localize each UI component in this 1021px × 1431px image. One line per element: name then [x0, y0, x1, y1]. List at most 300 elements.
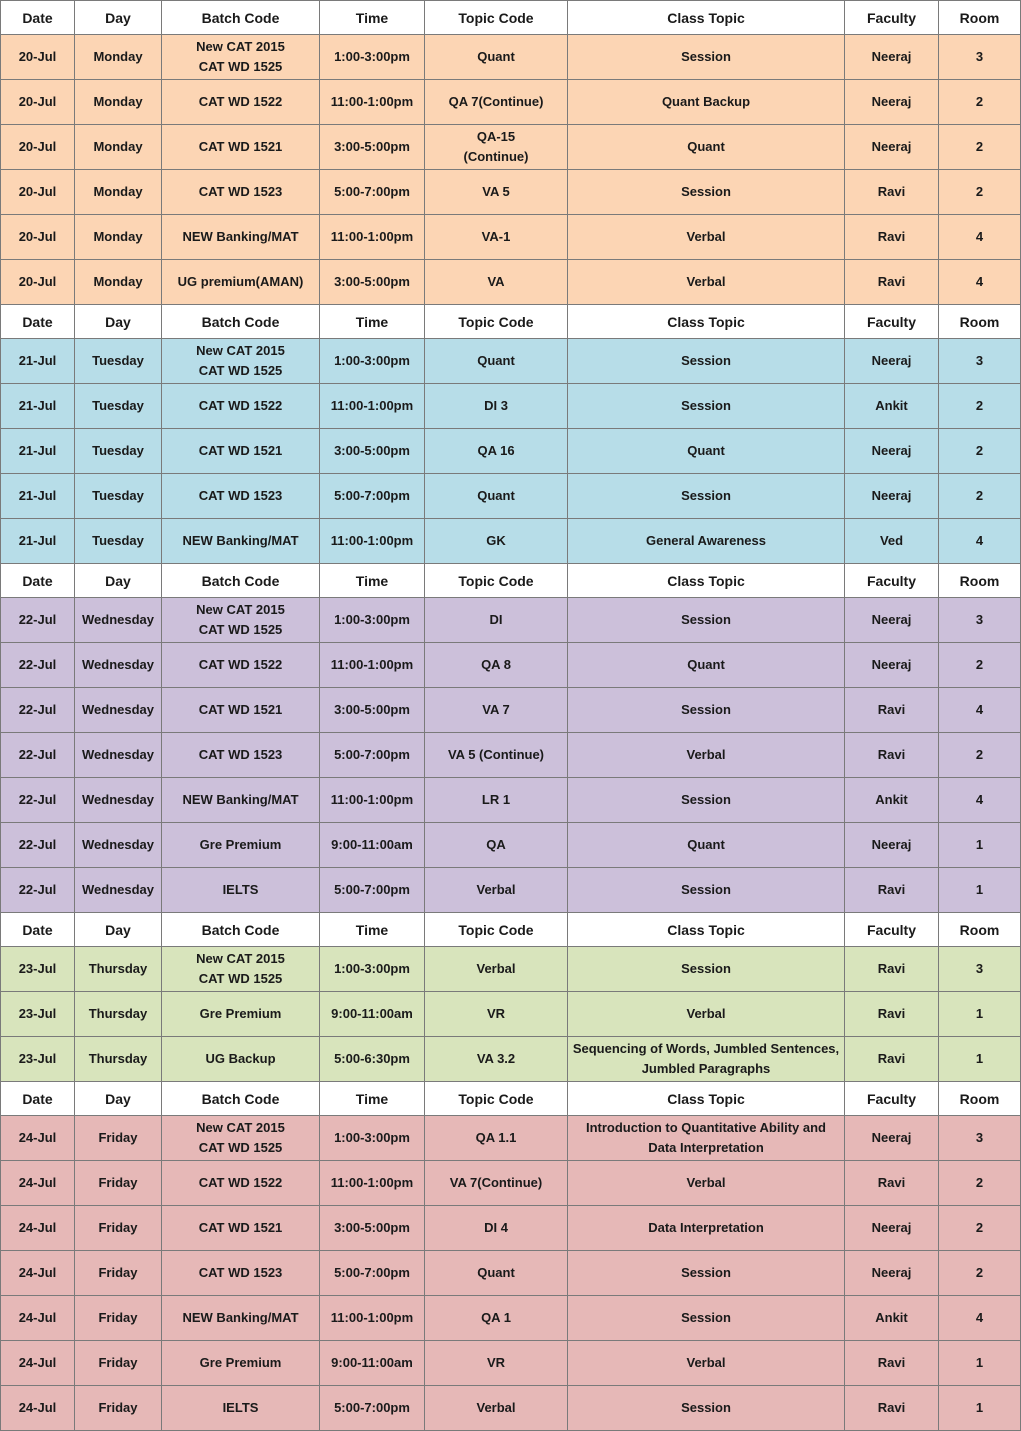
topic-code-cell-line: GK	[486, 533, 506, 548]
faculty-header: Faculty	[845, 1082, 939, 1116]
header-row	[1, 1, 1021, 35]
day-cell: Tuesday	[75, 429, 162, 474]
table-row	[1, 1116, 1021, 1161]
batch-code-cell-line: NEW Banking/MAT	[182, 533, 299, 548]
faculty-cell: Ravi	[845, 215, 939, 260]
topic-code-cell-line: LR 1	[481, 792, 511, 807]
batch-code-cell-line: CAT WD 1521	[198, 443, 283, 458]
date-cell: 22-Jul	[1, 598, 75, 643]
batch-code-cell-line: CAT WD 1521	[198, 702, 283, 717]
time-header: Time	[320, 1, 425, 35]
date-cell: 24-Jul	[1, 1296, 75, 1341]
room-cell: 2	[939, 170, 1021, 215]
room-cell: 1	[939, 868, 1021, 913]
class-topic-cell-line: Quant	[687, 443, 725, 458]
faculty-cell: Ankit	[845, 384, 939, 429]
class-topic-cell	[568, 519, 845, 564]
time-cell: 9:00-11:00am	[320, 992, 425, 1037]
topic-code-cell-line: Verbal	[476, 961, 516, 976]
room-cell: 3	[939, 598, 1021, 643]
table-row	[1, 598, 1021, 643]
date-cell: 21-Jul	[1, 474, 75, 519]
class-topic-cell-line: Session	[681, 1265, 731, 1280]
faculty-cell: Ravi	[845, 260, 939, 305]
table-row	[1, 1161, 1021, 1206]
class-topic-cell-line: Quant	[687, 139, 725, 154]
faculty-cell: Ved	[845, 519, 939, 564]
room-cell: 1	[939, 1386, 1021, 1431]
day-cell: Monday	[75, 170, 162, 215]
room-cell: 2	[939, 384, 1021, 429]
topic-code-cell-line: Quant	[477, 353, 515, 368]
batch-code-cell-line: CAT WD 1525	[198, 1140, 283, 1155]
faculty-cell: Neeraj	[845, 80, 939, 125]
room-cell: 2	[939, 1161, 1021, 1206]
topic-code-cell	[425, 80, 568, 125]
topic-code-cell-line: Quant	[477, 488, 515, 503]
class-topic-cell	[568, 823, 845, 868]
topic-code-cell	[425, 1206, 568, 1251]
batch-code-cell	[162, 1386, 320, 1431]
time-cell: 11:00-1:00pm	[320, 80, 425, 125]
day-cell: Wednesday	[75, 688, 162, 733]
date-header: Date	[1, 564, 75, 598]
class-topic-cell-line: Quant	[687, 657, 725, 672]
topic-code-header: Topic Code	[425, 1082, 568, 1116]
faculty-cell: Ankit	[845, 778, 939, 823]
time-cell: 11:00-1:00pm	[320, 215, 425, 260]
batch-code-header: Batch Code	[162, 564, 320, 598]
batch-code-cell-line: NEW Banking/MAT	[182, 1310, 299, 1325]
batch-code-cell	[162, 947, 320, 992]
time-cell: 11:00-1:00pm	[320, 778, 425, 823]
day-cell: Wednesday	[75, 823, 162, 868]
topic-code-cell-line: VA 5	[482, 184, 510, 199]
class-topic-cell	[568, 1206, 845, 1251]
batch-code-cell	[162, 35, 320, 80]
date-cell: 22-Jul	[1, 733, 75, 778]
faculty-cell: Neeraj	[845, 429, 939, 474]
class-topic-cell	[568, 1386, 845, 1431]
table-row	[1, 1251, 1021, 1296]
day-header: Day	[75, 913, 162, 947]
topic-code-cell-line: VR	[486, 1355, 506, 1370]
topic-code-cell	[425, 643, 568, 688]
time-cell: 1:00-3:00pm	[320, 35, 425, 80]
batch-code-cell	[162, 215, 320, 260]
time-cell: 5:00-7:00pm	[320, 474, 425, 519]
class-topic-cell	[568, 474, 845, 519]
table-row	[1, 947, 1021, 992]
time-cell: 5:00-7:00pm	[320, 868, 425, 913]
table-row	[1, 823, 1021, 868]
class-topic-cell-line: Session	[681, 1310, 731, 1325]
class-topic-cell-line: Verbal	[686, 229, 726, 244]
room-header: Room	[939, 564, 1021, 598]
date-cell: 23-Jul	[1, 992, 75, 1037]
day-cell: Friday	[75, 1386, 162, 1431]
time-cell: 11:00-1:00pm	[320, 643, 425, 688]
day-cell: Thursday	[75, 947, 162, 992]
room-cell: 1	[939, 1341, 1021, 1386]
topic-code-cell	[425, 823, 568, 868]
batch-code-header: Batch Code	[162, 913, 320, 947]
topic-code-cell-line: (Continue)	[463, 149, 529, 164]
class-topic-cell-line: Session	[681, 353, 731, 368]
day-cell: Friday	[75, 1341, 162, 1386]
topic-code-cell-line: QA 1	[481, 1310, 511, 1325]
batch-code-cell	[162, 384, 320, 429]
day-cell: Tuesday	[75, 339, 162, 384]
faculty-cell: Neeraj	[845, 823, 939, 868]
topic-code-cell	[425, 1037, 568, 1082]
table-row	[1, 733, 1021, 778]
class-topic-cell-line: Session	[681, 49, 731, 64]
room-cell: 4	[939, 1296, 1021, 1341]
batch-code-cell	[162, 992, 320, 1037]
header-row	[1, 913, 1021, 947]
batch-code-cell	[162, 125, 320, 170]
topic-code-cell	[425, 598, 568, 643]
class-topic-cell-line: Session	[681, 882, 731, 897]
batch-code-cell-line: UG premium(AMAN)	[177, 274, 304, 289]
topic-code-cell	[425, 474, 568, 519]
time-cell: 3:00-5:00pm	[320, 688, 425, 733]
day-header: Day	[75, 1, 162, 35]
topic-code-cell-line: DI	[489, 612, 503, 627]
topic-code-cell-line: VR	[486, 1006, 506, 1021]
date-header: Date	[1, 1082, 75, 1116]
batch-code-cell-line: New CAT 2015	[196, 343, 285, 358]
day-header: Day	[75, 564, 162, 598]
schedule-body	[1, 1, 1021, 1431]
faculty-cell: Ravi	[845, 733, 939, 778]
batch-code-cell	[162, 688, 320, 733]
date-cell: 20-Jul	[1, 260, 75, 305]
class-topic-cell-line: Session	[681, 488, 731, 503]
batch-code-cell	[162, 170, 320, 215]
batch-code-cell	[162, 474, 320, 519]
table-row	[1, 688, 1021, 733]
time-cell: 5:00-7:00pm	[320, 1251, 425, 1296]
batch-code-cell-line: Gre Premium	[199, 1355, 282, 1370]
class-topic-cell-line: Session	[681, 702, 731, 717]
time-cell: 5:00-6:30pm	[320, 1037, 425, 1082]
time-cell: 1:00-3:00pm	[320, 1116, 425, 1161]
class-topic-cell-line: Verbal	[686, 274, 726, 289]
date-cell: 24-Jul	[1, 1341, 75, 1386]
topic-code-cell	[425, 688, 568, 733]
topic-code-cell-line: VA 7(Continue)	[449, 1175, 543, 1190]
topic-code-cell	[425, 1251, 568, 1296]
date-header: Date	[1, 305, 75, 339]
day-cell: Wednesday	[75, 868, 162, 913]
class-topic-cell	[568, 733, 845, 778]
faculty-header: Faculty	[845, 913, 939, 947]
batch-code-cell	[162, 1251, 320, 1296]
faculty-cell: Ravi	[845, 1161, 939, 1206]
date-cell: 24-Jul	[1, 1251, 75, 1296]
batch-code-cell-line: CAT WD 1525	[198, 971, 283, 986]
date-cell: 24-Jul	[1, 1161, 75, 1206]
room-cell: 2	[939, 125, 1021, 170]
class-topic-cell	[568, 429, 845, 474]
faculty-cell: Neeraj	[845, 643, 939, 688]
time-cell: 11:00-1:00pm	[320, 519, 425, 564]
class-topic-cell-line: General Awareness	[646, 533, 766, 548]
faculty-cell: Neeraj	[845, 1116, 939, 1161]
time-cell: 11:00-1:00pm	[320, 1161, 425, 1206]
time-cell: 1:00-3:00pm	[320, 947, 425, 992]
topic-code-cell	[425, 519, 568, 564]
topic-code-cell-line: Quant	[477, 1265, 515, 1280]
table-row	[1, 643, 1021, 688]
class-topic-header: Class Topic	[568, 1, 845, 35]
faculty-cell: Ravi	[845, 170, 939, 215]
time-cell: 5:00-7:00pm	[320, 733, 425, 778]
day-cell: Monday	[75, 260, 162, 305]
topic-code-cell	[425, 992, 568, 1037]
time-cell: 5:00-7:00pm	[320, 170, 425, 215]
table-row	[1, 992, 1021, 1037]
faculty-cell: Neeraj	[845, 125, 939, 170]
room-cell: 3	[939, 339, 1021, 384]
topic-code-cell-line: QA 7(Continue)	[448, 94, 544, 109]
class-topic-cell-line: Quant Backup	[661, 94, 751, 109]
topic-code-cell-line: Quant	[477, 49, 515, 64]
date-cell: 20-Jul	[1, 170, 75, 215]
class-topic-cell-line: Session	[681, 792, 731, 807]
table-row	[1, 170, 1021, 215]
day-cell: Wednesday	[75, 778, 162, 823]
room-cell: 4	[939, 778, 1021, 823]
topic-code-cell-line: QA 1.1	[475, 1130, 517, 1145]
day-cell: Thursday	[75, 992, 162, 1037]
table-row	[1, 868, 1021, 913]
batch-code-cell	[162, 519, 320, 564]
faculty-cell: Ravi	[845, 1341, 939, 1386]
faculty-cell: Neeraj	[845, 339, 939, 384]
day-header: Day	[75, 1082, 162, 1116]
day-cell: Friday	[75, 1251, 162, 1296]
batch-code-cell-line: CAT WD 1523	[198, 184, 283, 199]
class-topic-cell	[568, 1116, 845, 1161]
faculty-cell: Ravi	[845, 1037, 939, 1082]
batch-code-cell	[162, 643, 320, 688]
time-cell: 1:00-3:00pm	[320, 339, 425, 384]
date-cell: 21-Jul	[1, 429, 75, 474]
topic-code-cell	[425, 868, 568, 913]
table-row	[1, 429, 1021, 474]
room-cell: 4	[939, 260, 1021, 305]
day-cell: Friday	[75, 1206, 162, 1251]
class-topic-cell	[568, 384, 845, 429]
class-topic-cell	[568, 35, 845, 80]
date-cell: 24-Jul	[1, 1206, 75, 1251]
date-cell: 23-Jul	[1, 1037, 75, 1082]
topic-code-cell	[425, 1386, 568, 1431]
day-cell: Monday	[75, 215, 162, 260]
topic-code-cell-line: Verbal	[476, 1400, 516, 1415]
header-row	[1, 1082, 1021, 1116]
day-cell: Friday	[75, 1161, 162, 1206]
batch-code-cell	[162, 823, 320, 868]
faculty-header: Faculty	[845, 564, 939, 598]
time-header: Time	[320, 564, 425, 598]
date-cell: 22-Jul	[1, 823, 75, 868]
topic-code-cell	[425, 778, 568, 823]
topic-code-cell	[425, 260, 568, 305]
class-topic-cell-line: Verbal	[686, 747, 726, 762]
table-row	[1, 339, 1021, 384]
date-cell: 22-Jul	[1, 868, 75, 913]
date-cell: 21-Jul	[1, 519, 75, 564]
room-cell: 1	[939, 1037, 1021, 1082]
class-topic-cell-line: Session	[681, 398, 731, 413]
topic-code-cell	[425, 1341, 568, 1386]
topic-code-cell-line: DI 4	[484, 1220, 508, 1235]
table-row	[1, 80, 1021, 125]
topic-code-cell	[425, 339, 568, 384]
date-cell: 20-Jul	[1, 80, 75, 125]
day-cell: Monday	[75, 35, 162, 80]
room-cell: 1	[939, 992, 1021, 1037]
time-header: Time	[320, 305, 425, 339]
class-topic-cell	[568, 1296, 845, 1341]
faculty-cell: Neeraj	[845, 1251, 939, 1296]
day-header: Day	[75, 305, 162, 339]
batch-code-cell-line: CAT WD 1522	[198, 1175, 283, 1190]
topic-code-cell	[425, 1116, 568, 1161]
class-topic-cell	[568, 1251, 845, 1296]
time-header: Time	[320, 913, 425, 947]
topic-code-cell	[425, 170, 568, 215]
room-header: Room	[939, 305, 1021, 339]
topic-code-cell-line: Verbal	[476, 882, 516, 897]
room-cell: 2	[939, 643, 1021, 688]
topic-code-cell-line: VA 5 (Continue)	[447, 747, 545, 762]
batch-code-cell-line: CAT WD 1522	[198, 657, 283, 672]
class-topic-cell-line: Sequencing of Words, Jumbled Sentences,	[572, 1041, 840, 1056]
time-cell: 9:00-11:00am	[320, 823, 425, 868]
header-row	[1, 564, 1021, 598]
day-cell: Monday	[75, 125, 162, 170]
batch-code-cell-line: CAT WD 1523	[198, 1265, 283, 1280]
batch-code-cell-line: CAT WD 1521	[198, 1220, 283, 1235]
faculty-cell: Ravi	[845, 868, 939, 913]
time-cell: 1:00-3:00pm	[320, 598, 425, 643]
batch-code-cell-line: Gre Premium	[199, 1006, 282, 1021]
table-row	[1, 1386, 1021, 1431]
batch-code-cell	[162, 260, 320, 305]
date-cell: 20-Jul	[1, 215, 75, 260]
time-cell: 3:00-5:00pm	[320, 125, 425, 170]
date-cell: 22-Jul	[1, 688, 75, 733]
day-cell: Friday	[75, 1116, 162, 1161]
batch-code-cell-line: CAT WD 1523	[198, 488, 283, 503]
day-cell: Thursday	[75, 1037, 162, 1082]
faculty-header: Faculty	[845, 305, 939, 339]
room-cell: 2	[939, 1206, 1021, 1251]
batch-code-cell	[162, 339, 320, 384]
class-topic-cell	[568, 339, 845, 384]
room-header: Room	[939, 1082, 1021, 1116]
batch-code-header: Batch Code	[162, 1, 320, 35]
day-cell: Tuesday	[75, 384, 162, 429]
table-row	[1, 474, 1021, 519]
batch-code-cell-line: CAT WD 1521	[198, 139, 283, 154]
class-topic-cell-line: Session	[681, 1400, 731, 1415]
time-cell: 3:00-5:00pm	[320, 1206, 425, 1251]
faculty-header: Faculty	[845, 1, 939, 35]
room-cell: 2	[939, 429, 1021, 474]
table-row	[1, 215, 1021, 260]
room-cell: 3	[939, 35, 1021, 80]
date-cell: 20-Jul	[1, 125, 75, 170]
class-topic-cell	[568, 170, 845, 215]
room-header: Room	[939, 1, 1021, 35]
batch-code-cell-line: CAT WD 1523	[198, 747, 283, 762]
table-row	[1, 260, 1021, 305]
time-cell: 11:00-1:00pm	[320, 384, 425, 429]
table-row	[1, 125, 1021, 170]
class-topic-cell-line: Session	[681, 184, 731, 199]
class-topic-cell	[568, 125, 845, 170]
class-topic-cell	[568, 598, 845, 643]
topic-code-cell	[425, 35, 568, 80]
batch-code-cell-line: NEW Banking/MAT	[182, 792, 299, 807]
time-header: Time	[320, 1082, 425, 1116]
room-cell: 1	[939, 823, 1021, 868]
batch-code-cell	[162, 778, 320, 823]
faculty-cell: Neeraj	[845, 474, 939, 519]
batch-code-cell	[162, 868, 320, 913]
topic-code-cell	[425, 947, 568, 992]
class-topic-cell-line: Session	[681, 961, 731, 976]
faculty-cell: Ravi	[845, 947, 939, 992]
class-topic-cell	[568, 688, 845, 733]
topic-code-cell-line: VA	[487, 274, 505, 289]
batch-code-cell-line: NEW Banking/MAT	[182, 229, 299, 244]
batch-code-cell-line: CAT WD 1525	[198, 622, 283, 637]
batch-code-cell-line: CAT WD 1522	[198, 398, 283, 413]
topic-code-header: Topic Code	[425, 913, 568, 947]
class-topic-cell	[568, 1161, 845, 1206]
date-cell: 22-Jul	[1, 643, 75, 688]
date-cell: 24-Jul	[1, 1386, 75, 1431]
batch-code-cell	[162, 1161, 320, 1206]
faculty-cell: Neeraj	[845, 598, 939, 643]
faculty-cell: Neeraj	[845, 35, 939, 80]
topic-code-cell-line: QA	[486, 837, 506, 852]
date-cell: 23-Jul	[1, 947, 75, 992]
topic-code-cell-line: QA-15	[476, 129, 516, 144]
topic-code-header: Topic Code	[425, 1, 568, 35]
faculty-cell: Ravi	[845, 1386, 939, 1431]
class-topic-cell	[568, 992, 845, 1037]
room-cell: 2	[939, 733, 1021, 778]
date-cell: 20-Jul	[1, 35, 75, 80]
table-row	[1, 1037, 1021, 1082]
batch-code-cell-line: New CAT 2015	[196, 39, 285, 54]
day-cell: Wednesday	[75, 733, 162, 778]
day-cell: Monday	[75, 80, 162, 125]
topic-code-header: Topic Code	[425, 305, 568, 339]
batch-code-cell	[162, 1341, 320, 1386]
class-topic-header: Class Topic	[568, 305, 845, 339]
batch-code-cell	[162, 1296, 320, 1341]
day-cell: Wednesday	[75, 643, 162, 688]
